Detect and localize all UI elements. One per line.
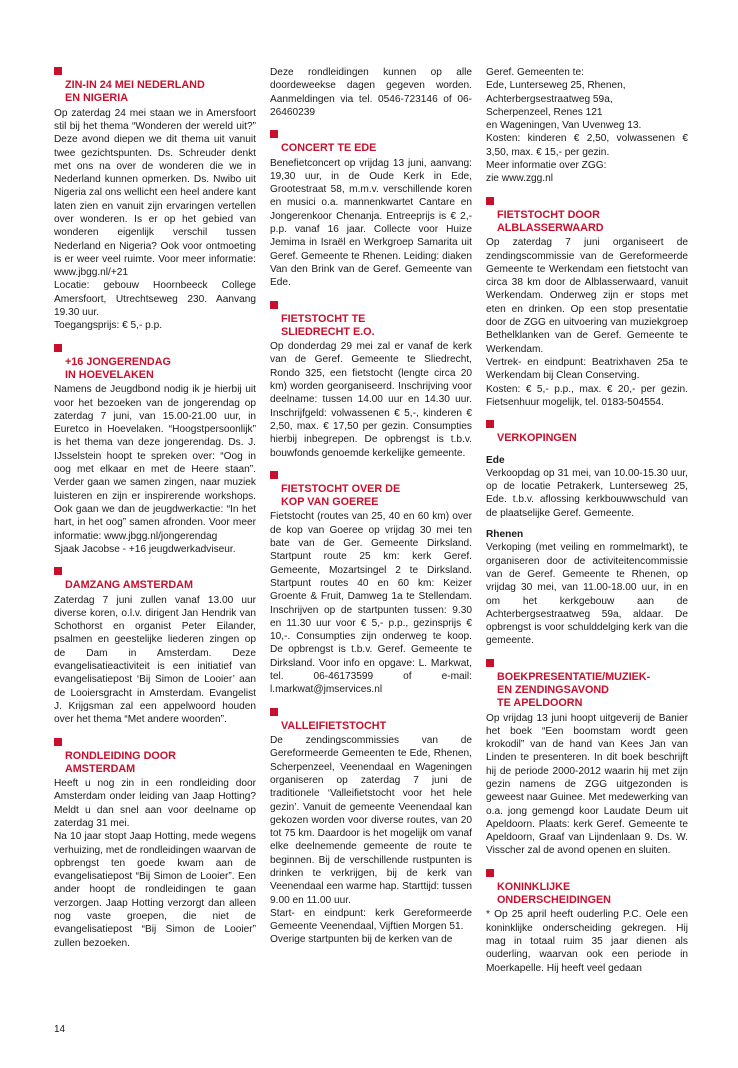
red-square-bullet-icon <box>270 471 278 479</box>
heading-line: RONDLEIDING DOOR <box>65 749 176 762</box>
column-1 <box>54 66 256 960</box>
article <box>486 196 688 409</box>
article-body: Fietstocht (routes van 25, 40 en 60 km) over de kop van Goeree op vrijdag 30 mei ten bate van de Ger. Gemeente Dirksland. Startpunt route 25 km: kerk Geref. Gemeente, Mozartsingel 2 te Dirksland. Startpunt routes 40 en 60 km: Keizer Groente & Fruit, Damweg 1a te Stellendam. Inschrijven op de startpunten tussen: 9.30 en 11.30 uur voor € 5,- p.p., gezinsprijs € 10,-. Consumpties zijn onderweg te koop. De opbrengst is t.b.v. Geref. Gemeente te Dirksland. Voor info en opgave: L. Markwat, tel. 06-46173599 of e-mail: l.markwat@jmservices.nl <box>270 511 472 696</box>
heading-line: ALBLASSERWAARD <box>497 222 604 235</box>
heading-line: IN HOEVELAKEN <box>65 369 154 382</box>
article-body: De zendingscommissies van de Gereformeerde Gemeenten te Ede, Rhenen, Scherpenzeel, Veenendaal en Wageningen organiseren op zaterdag 7 juni de traditionele ‘Valleifietstocht voor het hele gezin’. Vanuit de gemeente Veenendaal kan gekozen worden voor diverse routes, van 20 tot 75 km. Daardoor is het mogelijk om vanaf elke deelnemende gemeente de route te beginnen. Bij de verschillende rustpunten is drinken te verkrijgen, bij de kerk van Veenendaal een warme hap. Starttijd: tussen 9.00 en 11.00 uur. Start- en eindpunt: kerk Gereformeerde Gemeente Veenendaal, Vijftien Morgen 51. Overige startpunten bij de kerken van de <box>270 735 472 946</box>
article <box>486 658 688 858</box>
article-body: * Op 25 april heeft ouderling P.C. Oele een koninklijke onderscheiding gekregen. Hij mag in totaal ruim 35 jaar dienen als ouderling, waarvan ook een periode in Moerkapelle. Hij heeft veel gedaan <box>486 909 688 974</box>
heading-line: VERKOPINGEN <box>497 432 577 445</box>
heading-line: VALLEIFIETSTOCHT <box>281 719 387 732</box>
article-heading <box>270 129 472 155</box>
red-square-bullet-icon <box>486 869 494 877</box>
heading-line: EN ZENDINGSAVOND <box>497 684 609 697</box>
article <box>486 419 688 648</box>
article-heading <box>270 707 472 733</box>
article <box>486 868 688 975</box>
heading-line: AMSTERDAM <box>65 762 136 775</box>
red-square-bullet-icon <box>486 197 494 205</box>
heading-line: DAMZANG AMSTERDAM <box>65 579 193 592</box>
red-square-bullet-icon <box>486 659 494 667</box>
article-heading <box>54 566 256 592</box>
article <box>486 66 688 186</box>
article-body: Verkoping (met veiling en rommelmarkt), te organiseren door de activiteitencommissie van de Geref. Gemeente te Rhenen, op vrijdag 30 mei, van 11.00-18.00 uur, in en om het kerkgebouw aan de Achterbergsestraatweg 59a, aldaar. De opbrengst is voor schulddelging kerk van die gemeente. <box>486 542 688 647</box>
article-body: Heeft u nog zin in een rondleiding door Amsterdam onder leiding van Jaap Hotting? Meldt u dan snel aan voor deelname op zaterdag 31 mei. Na 10 jaar stopt Jaap Hotting, mede wegens verhuizing, met de rondleidingen waarvan de opbrengst ten goede kwam aan de evangelisatiepost “Bij Simon de Looier”. Een ander hoopt de rondleidingen te gaan verzorgen. Jaap Hotting verzorgt dan alleen nog vaste groepen, die niet de evangelisatiepost “Bij Simon de Looier” zullen bezoeken. <box>54 778 256 949</box>
article <box>54 737 256 950</box>
heading-line: ZIN-IN 24 MEI NEDERLAND <box>65 79 205 92</box>
red-square-bullet-icon <box>486 420 494 428</box>
article-body: Deze rondleidingen kunnen op alle doordeweekse dagen gegeven worden. Aanmeldingen via tel. 0546-723146 of 06-26460239 <box>270 67 472 118</box>
heading-line: ONDERSCHEIDINGEN <box>497 894 611 907</box>
article-heading <box>486 658 688 711</box>
article <box>54 66 256 333</box>
article-body: Op zaterdag 24 mei staan we in Amersfoort stil bij het thema “Wonderen der wereld uit?” Deze avond diepen we dit thema uit vanuit twee gezichtspunten. Ds. Schreuder denkt met ons na over de wonderen die we in Nederland kunnen opmerken. Ds. Nwibo uit Nigeria zal ons wellicht een heel andere kant laten zien en vanuit zijn ervaringen vertellen over wonderen. Is er op het gebied van wonderen eigenlijk verschil tussen Nederland en Nigeria? Ook voor ontmoeting is er weer veel ruimte. Voor meer informatie: www.jbgg.nl/+21 Locatie: gebouw Hoornbeeck College Amersfoort, Utrechtseweg 230. Aanvang 19.30 uur. Toegangsprijs: € 5,- p.p. <box>54 107 256 332</box>
heading-line: KOP VAN GOEREE <box>281 496 379 509</box>
article-subheading: Ede <box>486 454 505 466</box>
red-square-bullet-icon <box>270 301 278 309</box>
article-body: Zaterdag 7 juni zullen vanaf 13.00 uur diverse koren, o.l.v. dirigent Jan Hendrik van Schothorst en organist Peter Eilander, psalmen en geestelijke liederen zingen op de Dam in Amsterdam. Deze evangelisatieactiviteit is een initiatief van evangelisatiepost ‘Bij Simon de Looier’ aan de Looiersgracht in Amsterdam. Evangelist J. Krijgsman zal een appelwoord houden over het thema “Met andere woorden”. <box>54 594 256 726</box>
article-body: Geref. Gemeenten te: Ede, Lunterseweg 25, Rhenen, Achterbergsestraatweg 59a, Scherpenzeel, Renes 121 en Wageningen, Van Uvenweg 13. Kosten: kinderen € 2,50, volwassenen € 3,50, max. € 15,- per gezin. Meer informatie over ZGG: zie www.zgg.nl <box>486 67 688 185</box>
heading-line: CONCERT TE EDE <box>281 142 377 155</box>
article-heading <box>54 343 256 383</box>
article <box>54 566 256 726</box>
red-square-bullet-icon <box>270 708 278 716</box>
article-body: Benefietconcert op vrijdag 13 juni, aanvang: 19,30 uur, in de Oude Kerk in Ede, Grootestraat 58, m.m.v. verschillende koren en musici o.a. mannenkwartet Cantare en Jongerenkoor Chenanja. Entreeprijs is € 2,- p.p. vanaf 16 jaar. Collecte voor Huize Jemima in Israël en Werkgroep Samarita uit Geref. Gemeente te Rhenen. Leiding: diaken Van den Brink van de Geref. Gemeente van Ede. <box>270 157 472 289</box>
article-heading <box>270 470 472 510</box>
article <box>270 300 472 460</box>
heading-line: SLIEDRECHT E.O. <box>281 325 375 338</box>
article-subheading: Rhenen <box>486 529 524 541</box>
article <box>270 470 472 697</box>
article-body: Op vrijdag 13 juni hoopt uitgeverij de Banier het boek “Een boomstam wordt geen krokodil” van de hand van Kees Jan van Linden te presenteren. In dit boek beschrijft hij de periode 2000-2012 waarin hij met zijn gezin namens de ZGG uitgezonden is geweest naar Guinee. Met medewerking van o.a. jong gemengd koor Laudate Deum uit Apeldoorn. Plaats: kerk Geref. Gemeente te Apeldoorn, Graaf van Lijndenlaan 9. Ds. W. Visscher zal de avond openen en sluiten. <box>486 712 688 857</box>
article-body: Namens de Jeugdbond nodig ik je hierbij uit voor het bezoeken van de jongerendag op zaterdag 7 juni, van 15.00-21.00 uur, in Euretco in Hoevelaken. “Hoogstpersoonlijk” is het thema van deze jongerendag. Ds. J. IJsselstein hoopt te spreken over: “Oog in oog met elkaar en met de Heere staan”. Verder gaan we samen zingen, naar muziek luisteren en zijn er inspirerende workshops. Ook gaan we dan de jeugdwerkactie: “In het hart, in het oog” samen afronden. Voor meer informatie: www.jbgg.nl/jongerendag Sjaak Jacobse - +16 jeugdwerkadviseur. <box>54 384 256 555</box>
heading-line: EN NIGERIA <box>65 92 128 105</box>
red-square-bullet-icon <box>54 67 62 75</box>
article-heading <box>486 419 688 445</box>
column-3 <box>486 66 688 985</box>
article <box>270 66 472 119</box>
article-heading <box>54 66 256 106</box>
article-body: Op donderdag 29 mei zal er vanaf de kerk van de Geref. Gemeente te Sliedrecht, Rondo 325, een fietstocht (lengte circa 20 km) worden georganiseerd. Inschrijving voor deelname: tussen 14.00 uur en 14.30 uur. Inschrijfgeld: volwassenen € 5,-, kinderen € 2,50, max. € 17,50 per gezin. Consumpties hierbij inbegrepen. De opbrengst is t.b.v. bouwfonds genoemde kerkelijke gemeente. <box>270 341 472 459</box>
article <box>54 343 256 556</box>
heading-line: KONINKLIJKE <box>497 880 571 893</box>
article-heading <box>486 196 688 236</box>
heading-line: FIETSTOCHT OVER DE <box>281 483 401 496</box>
column-2 <box>270 66 472 957</box>
heading-line: +16 JONGERENDAG <box>65 355 171 368</box>
red-square-bullet-icon <box>270 130 278 138</box>
heading-line: FIETSTOCHT DOOR <box>497 208 600 221</box>
article-body: Verkoopdag op 31 mei, van 10.00-15.30 uur, op de locatie Petrakerk, Lunterseweg 25, Ede. t.b.v. aflossing kerkbouwwschuld van de plaatselijke Geref. Gemeente. <box>486 467 688 519</box>
article-heading <box>486 868 688 908</box>
article-heading <box>54 737 256 777</box>
red-square-bullet-icon <box>54 344 62 352</box>
article <box>270 707 472 947</box>
heading-line: TE APELDOORN <box>497 697 583 710</box>
heading-line: FIETSTOCHT TE <box>281 312 366 325</box>
heading-line: BOEKPRESENTATIE/MUZIEK- <box>497 670 651 683</box>
article-heading <box>270 300 472 340</box>
red-square-bullet-icon <box>54 738 62 746</box>
page-number: 14 <box>54 1024 66 1035</box>
red-square-bullet-icon <box>54 567 62 575</box>
article-body: Op zaterdag 7 juni organiseert de zendingscommissie van de Gereformeerde Gemeente te Werkendam een fietstocht van circa 38 km door de Alblasserwaard, vanuit Werkendam. Onderweg zijn er stops met eten en drinken. Op een stop presentatie door de ZGG en uitvoering van muziekgroep Bethelklanken van de Geref. Gemeente te Werkendam. Vertrek- en eindpunt: Beatrixhaven 25a te Werkendam bij Clean Conserving. Kosten: € 5,- p.p., max. € 20,- per gezin. Fietsenhuur mogelijk, tel. 0183-504554. <box>486 237 688 408</box>
article <box>270 129 472 289</box>
